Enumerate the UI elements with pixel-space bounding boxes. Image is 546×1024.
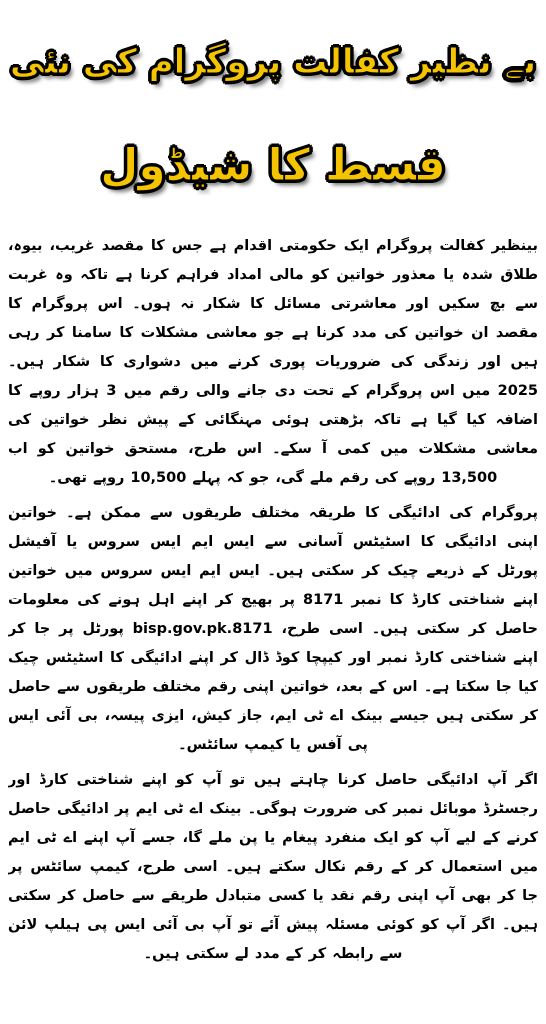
paragraph-payment-methods: پروگرام کی ادائیگی کا طریقہ مختلف طریقوں سے ممکن ہے۔ خواتین اپنی ادائیگی کا اسٹیٹس آسانی سے ایس ایم ایس سروس یا آفیشل پورٹل کے ذریعے چیک کر سکتی ہیں۔ ایس ایم ایس سروس میں خواتین اپنے شناختی کارڈ کا نمبر 8171 پر بھیج کر اپنے اہل ہونے کی معلومات حاصل کر سکتی ہیں۔ اسی طرح، bisp.gov.pk.8171 پورٹل پر جا کر اپنے شناختی کارڈ نمبر اور کیپچا کوڈ ڈال کر اپنے ادائیگی کا اسٹیٹس چیک کیا جا سکتا ہے۔ اس کے بعد، خواتین اپنی رقم مختلف طریقوں سے حاصل کر سکتی ہیں جیسے بینک اے ٹی ایم، جاز کیش، ایزی پیسہ، بی آئی ایس پی آفس یا کیمپ سائٹس۔ bbox=[8, 505, 538, 753]
paragraph-intro: بینظیر کفالت پروگرام ایک حکومتی اقدام ہے جس کا مقصد غریب، بیوہ، طلاق شدہ یا معذور خواتین کو مالی امداد فراہم کرنا ہے تاکہ وہ غربت سے بچ سکیں اور معاشرتی مسائل کا شکار نہ ہوں۔ اس پروگرام کا مقصد ان خواتین کی مدد کرنا ہے جو معاشی مشکلات کا سامنا کر رہی ہیں اور زندگی کی ضروریات پوری کرنے میں دشواری کا شکار ہیں۔ 2025 میں اس پروگرام کے تحت دی جانے والی رقم میں 3 ہزار روپے کا اضافہ کیا گیا ہے تاکہ بڑھتی ہوئی مہنگائی کے پیش نظر خواتین کی معاشی مشکلات میں کمی آ سکے۔ اس طرح، مستحق خواتین کو اب 13,500 روپے کی رقم ملے گی، جو کہ پہلے 10,500 روپے تھی۔ bbox=[8, 238, 538, 486]
article-body bbox=[8, 232, 538, 1016]
paragraph-withdrawal: اگر آپ ادائیگی حاصل کرنا چاہتے ہیں تو آپ کو اپنے شناختی کارڈ اور رجسٹرڈ موبائل نمبر کی ضرورت ہوگی۔ بینک اے ٹی ایم پر ادائیگی حاصل کرنے کے لیے آپ کو ایک منفرد پیغام یا پن ملے گا، جسے آپ اپنے اے ٹی ایم میں استعمال کر کے رقم نکال سکتے ہیں۔ اسی طرح، کیمپ سائٹس پر جا کر بھی آپ اپنی رقم نقد یا کسی متبادل طریقے سے حاصل کر سکتی ہیں۔ اگر آپ کو کوئی مسئلہ پیش آئے تو آپ بی آئی ایس پی ہیلپ لائن سے رابطہ کر کے مدد لے سکتی ہیں۔ bbox=[8, 772, 538, 962]
headline-line-2: قسط کا شیڈول bbox=[100, 139, 446, 191]
headline-banner bbox=[10, 14, 536, 220]
headline-line-1: بے نظیر کفالت پروگرام کی نئی bbox=[9, 42, 537, 83]
